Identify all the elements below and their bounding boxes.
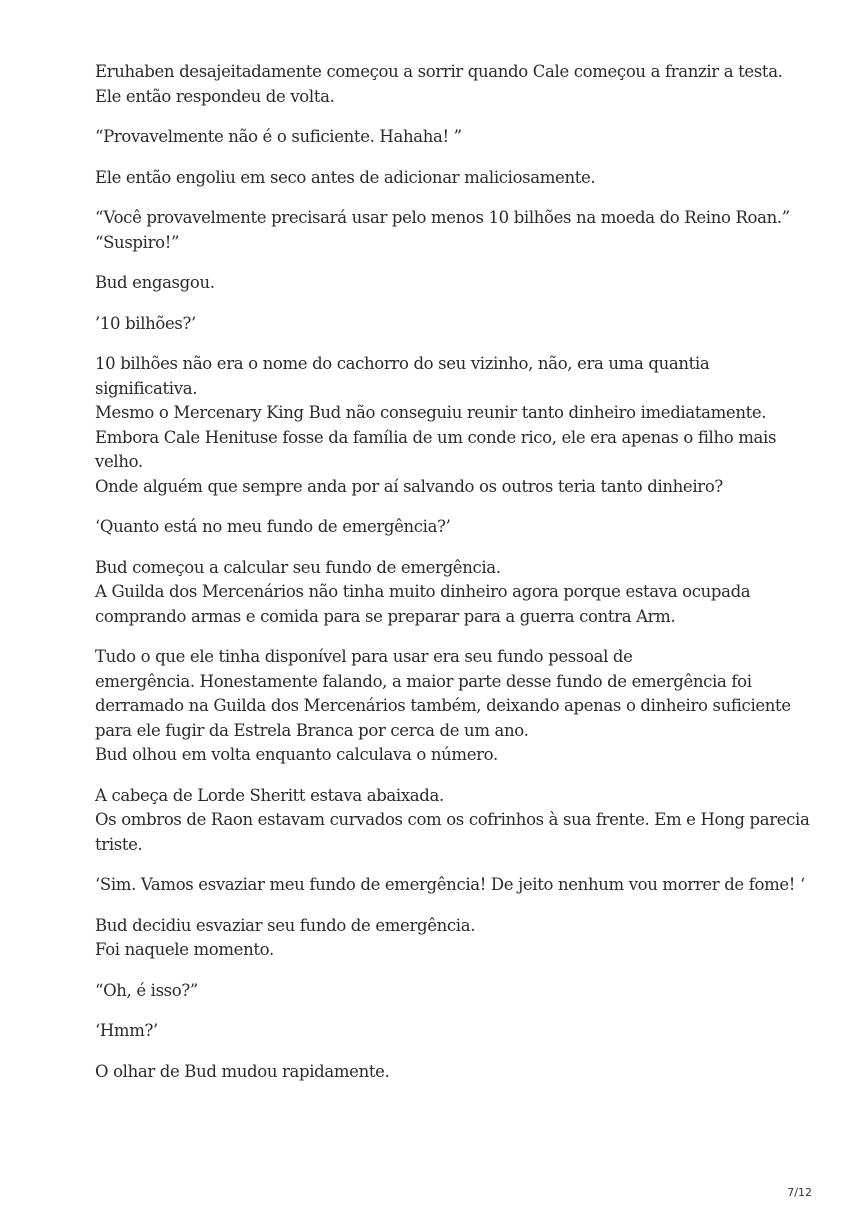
text-line: derramado na Guilda dos Mercenários também, deixando apenas o dinheiro suficiente (95, 696, 791, 715)
text-line: ’10 bilhões?’ (95, 313, 196, 333)
document-body (95, 60, 810, 1100)
paragraph (95, 556, 795, 630)
paragraph (95, 60, 795, 109)
text-line: Mesmo o Mercenary King Bud não conseguiu reunir tanto dinheiro imediatamente. (95, 403, 767, 422)
text-line: Bud começou a calcular seu fundo de emergência. (95, 557, 501, 577)
page-number: 7/12 (787, 1186, 812, 1199)
text-line: Tudo o que ele tinha disponível para usar era seu fundo pessoal de (95, 647, 633, 666)
paragraph (95, 271, 795, 296)
paragraph (95, 784, 810, 858)
text-line: “Oh, é isso?” (95, 980, 198, 1000)
text-line: Foi naquele momento. (95, 940, 274, 959)
paragraph (95, 515, 795, 540)
text-line: Embora Cale Henituse fosse da família de um conde rico, ele era apenas o filho mais (95, 427, 777, 447)
text-line: para ele fugir da Estrela Branca por cerca de um ano. (95, 720, 529, 740)
text-line: comprando armas e comida para se preparar para a guerra contra Arm. (95, 606, 676, 626)
text-line: “Provavelmente não é o suficiente. Hahaha! ” (95, 127, 462, 146)
paragraph (95, 1019, 795, 1044)
text-line: Bud decidiu esvaziar seu fundo de emergência. (95, 915, 476, 935)
paragraph (95, 979, 795, 1004)
text-line: Bud engasgou. (95, 273, 215, 292)
paragraph (95, 873, 805, 898)
text-line: Bud olhou em volta enquanto calculava o número. (95, 745, 498, 764)
text-line: A cabeça de Lorde Sheritt estava abaixada. (95, 785, 444, 805)
text-line: Ele então engoliu em seco antes de adicionar maliciosamente. (95, 167, 596, 187)
text-line: significativa. (95, 378, 198, 398)
text-line: “Você provavelmente precisará usar pelo menos 10 bilhões na moeda do Reino Roan.” (95, 208, 790, 227)
text-line: emergência. Honestamente falando, a maior parte desse fundo de emergência foi (95, 671, 752, 691)
paragraph (95, 312, 795, 337)
text-line: ‘Sim. Vamos esvaziar meu fundo de emergência! De jeito nenhum vou morrer de fome! ‘ (95, 875, 805, 894)
text-line: triste. (95, 834, 143, 854)
text-line: A Guilda dos Mercenários não tinha muito dinheiro agora porque estava ocupada (95, 582, 751, 601)
paragraph (95, 1060, 795, 1085)
paragraph (95, 352, 795, 499)
paragraph (95, 914, 795, 963)
text-line: 10 bilhões não era o nome do cachorro do seu vizinho, não, era uma quantia (95, 354, 710, 373)
paragraph (95, 125, 795, 150)
paragraph (95, 166, 795, 191)
paragraph (95, 206, 795, 255)
text-line: Ele então respondeu de volta. (95, 86, 335, 106)
text-line: ‘Quanto está no meu fundo de emergência?’ (95, 517, 451, 536)
text-line: ‘Hmm?’ (95, 1021, 158, 1040)
paragraph (95, 645, 795, 768)
text-line: O olhar de Bud mudou rapidamente. (95, 1061, 390, 1081)
text-line: “Suspiro!” (95, 232, 180, 252)
text-line: Os ombros de Raon estavam curvados com os cofrinhos à sua frente. Em e Hong parecia (95, 810, 810, 829)
text-line: Onde alguém que sempre anda por aí salvando os outros teria tanto dinheiro? (95, 476, 723, 496)
text-line: velho. (95, 452, 143, 471)
text-line: Eruhaben desajeitadamente começou a sorrir quando Cale começou a franzir a testa. (95, 62, 783, 81)
